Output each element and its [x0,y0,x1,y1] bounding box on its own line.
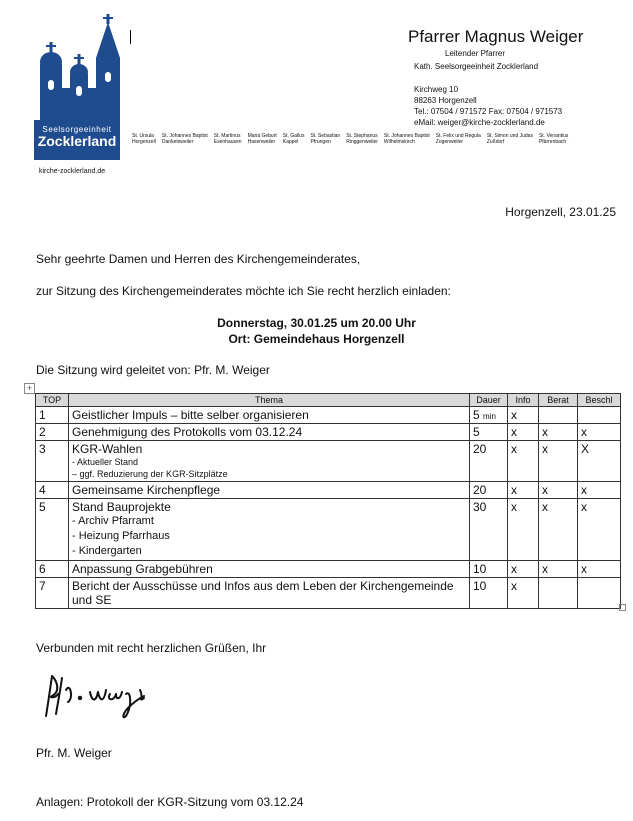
duration-value: 20 [473,442,487,456]
cell-beschl [578,578,621,609]
cell-thema [69,424,470,441]
cell-thema [69,561,470,578]
cell-top: 6 [36,561,69,578]
header-berat: Berat [539,394,578,407]
parish-item [283,133,305,145]
duration-value: 10 [473,562,487,576]
church-logo [34,14,126,175]
agenda-table [35,393,621,609]
parish-item [346,133,378,145]
parish-item [214,133,242,145]
header-info: Info [508,394,539,407]
parish-place: Hasenweiler [247,139,276,145]
cell-dauer [470,424,508,441]
cell-berat: x [539,561,578,578]
parish-saint: St. Felix und Regula [435,133,481,139]
cell-info: x [508,561,539,578]
agenda-subitem: - Kindergarten [72,545,142,557]
parish-saint: St. Venantius [538,133,569,139]
cell-beschl: x [578,499,621,561]
cell-berat: x [539,499,578,561]
text-cursor [130,30,131,44]
agenda-subitem: - Archiv Pfarramt [72,515,154,527]
agenda-title: KGR-Wahlen [72,442,143,456]
cell-beschl: x [578,424,621,441]
parish-place: Zogenweiler [435,139,464,145]
cell-info: x [508,424,539,441]
cell-top: 7 [36,578,69,609]
cell-dauer [470,561,508,578]
cell-info: x [508,499,539,561]
agenda-title: Bericht der Ausschüsse und Infos aus dem Leben der Kirchengemeinde und SE [72,579,454,607]
table-row [36,482,621,499]
duration-value: 30 [473,500,487,514]
cell-berat [539,578,578,609]
agenda-title: Stand Bauprojekte [72,500,171,514]
parish-saint: St. Stephanus [346,133,378,139]
website-url: kirche-zocklerland.de [39,168,106,175]
cell-berat: x [539,441,578,482]
closing-line: Verbunden mit recht herzlichen Grüßen, Ihr [36,641,267,655]
address-street: Kirchweg 10 [414,85,459,94]
pastor-role: Leitender Pfarrer [445,49,506,58]
table-move-handle-icon[interactable]: + [24,383,35,394]
cell-dauer [470,441,508,482]
cell-beschl: X [578,441,621,482]
table-header-row [36,394,621,407]
duration-value: 5 [473,408,480,422]
parish-saint: St. Simon und Judas [486,133,533,139]
email-address: eMail: weiger@kirche-zocklerland.de [414,118,545,127]
parish-saint: St. Gallus [282,133,305,139]
parish-saint: St. Johannes Baptist [161,133,208,139]
table-row [36,561,621,578]
agenda-subitem: - Aktueller Stand [72,457,139,467]
pastor-name: Pfarrer Magnus Weiger [408,27,584,46]
letter-date: Horgenzell, 23.01.25 [505,205,616,219]
parish-place: Danketsweiler [161,139,194,145]
pastor-unit: Kath. Seelsorgeeinheit Zocklerland [414,62,539,71]
cell-info: x [508,482,539,499]
header-beschl: Beschl [578,394,621,407]
parish-place: Ringgenweiler [346,139,378,145]
address-city: 88263 Horgenzell [414,96,477,105]
agenda-title: Gemeinsame Kirchenpflege [72,483,221,497]
cell-beschl: x [578,561,621,578]
header-dauer: Dauer [470,394,508,407]
table-row [36,441,621,482]
duration-value: 5 [473,425,480,439]
parish-saint: St. Martinus [213,133,241,139]
cell-top: 4 [36,482,69,499]
parish-place: Zußdorf [486,139,505,145]
cell-berat: x [539,424,578,441]
parish-place: Esenhausen [213,139,242,145]
cell-berat [539,407,578,424]
parish-item [310,133,340,145]
cell-thema [69,441,470,482]
cell-thema [69,407,470,424]
invitation-text: zur Sitzung des Kirchengemeinderates möchte ich Sie recht herzlich einladen: [36,284,451,298]
handwritten-signature [40,668,170,733]
salutation: Sehr geehrte Damen und Herren des Kirchengemeinderates, [36,252,361,266]
cell-dauer [470,482,508,499]
parish-place: Pfärrenbach [538,139,567,145]
cell-dauer [470,407,508,424]
cell-dauer [470,578,508,609]
cell-top: 2 [36,424,69,441]
church-silhouette-icon [34,14,126,120]
cell-info: x [508,407,539,424]
duration-value: 20 [473,483,487,497]
parish-item [248,133,277,145]
cell-berat: x [539,482,578,499]
parish-item [487,133,533,145]
duration-unit: min [483,412,496,421]
parish-place: Wilhelmskirch [383,139,415,145]
cell-thema [69,578,470,609]
header-top: TOP [36,394,69,407]
table-row [36,499,621,561]
parish-saint: Mariä Geburt [247,133,277,139]
cell-dauer [470,499,508,561]
parish-saint: St. Sebastian [310,133,341,139]
parish-place: Pfrungen [310,139,331,145]
agenda-title: Genehmigung des Protokolls vom 03.12.24 [72,425,303,439]
cell-top: 5 [36,499,69,561]
header-thema: Thema [69,394,470,407]
agenda-subitem: - Heizung Pfarrhaus [72,530,170,542]
table-row [36,407,621,424]
parish-saint: St. Johannes Baptist [383,133,430,139]
cell-beschl: x [578,482,621,499]
attachment-line: Anlagen: Protokoll der KGR-Sitzung vom 03.12.24 [36,795,304,809]
parish-list [132,133,574,145]
phone-fax: Tel.: 07504 / 971572 Fax: 07504 / 971573 [414,107,563,116]
duration-value: 10 [473,579,487,593]
cell-info: x [508,441,539,482]
table-resize-handle[interactable] [619,604,626,611]
cell-beschl [578,407,621,424]
parish-place: Kappel [282,139,299,145]
parish-item [384,133,430,145]
signer-name: Pfr. M. Weiger [36,746,112,760]
parish-item [539,133,568,145]
logo-wordmark [34,120,120,160]
table-row [36,424,621,441]
cell-top: 1 [36,407,69,424]
cell-thema [69,499,470,561]
parish-place: Horgenzell [132,139,156,145]
agenda-subitem: – ggf. Reduzierung der KGR-Sitzplätze [72,469,228,479]
cell-thema [69,482,470,499]
meeting-place: Ort: Gemeindehaus Horgenzell [228,332,405,346]
parish-item [436,133,481,145]
parish-saint: St. Ursula [132,133,154,139]
agenda-title: Geistlicher Impuls – bitte selber organisieren [72,408,309,422]
logo-line-2: Zocklerland [37,133,117,149]
parish-item [162,133,208,145]
agenda-title: Anpassung Grabgebühren [72,562,213,576]
cell-info: x [508,578,539,609]
parish-item [132,133,156,145]
table-row [36,578,621,609]
cell-top: 3 [36,441,69,482]
logo-line-1: Seelsorgeeinheit [42,125,112,134]
chair-line: Die Sitzung wird geleitet von: Pfr. M. Weiger [36,363,270,377]
meeting-date: Donnerstag, 30.01.25 um 20.00 Uhr [217,316,416,330]
